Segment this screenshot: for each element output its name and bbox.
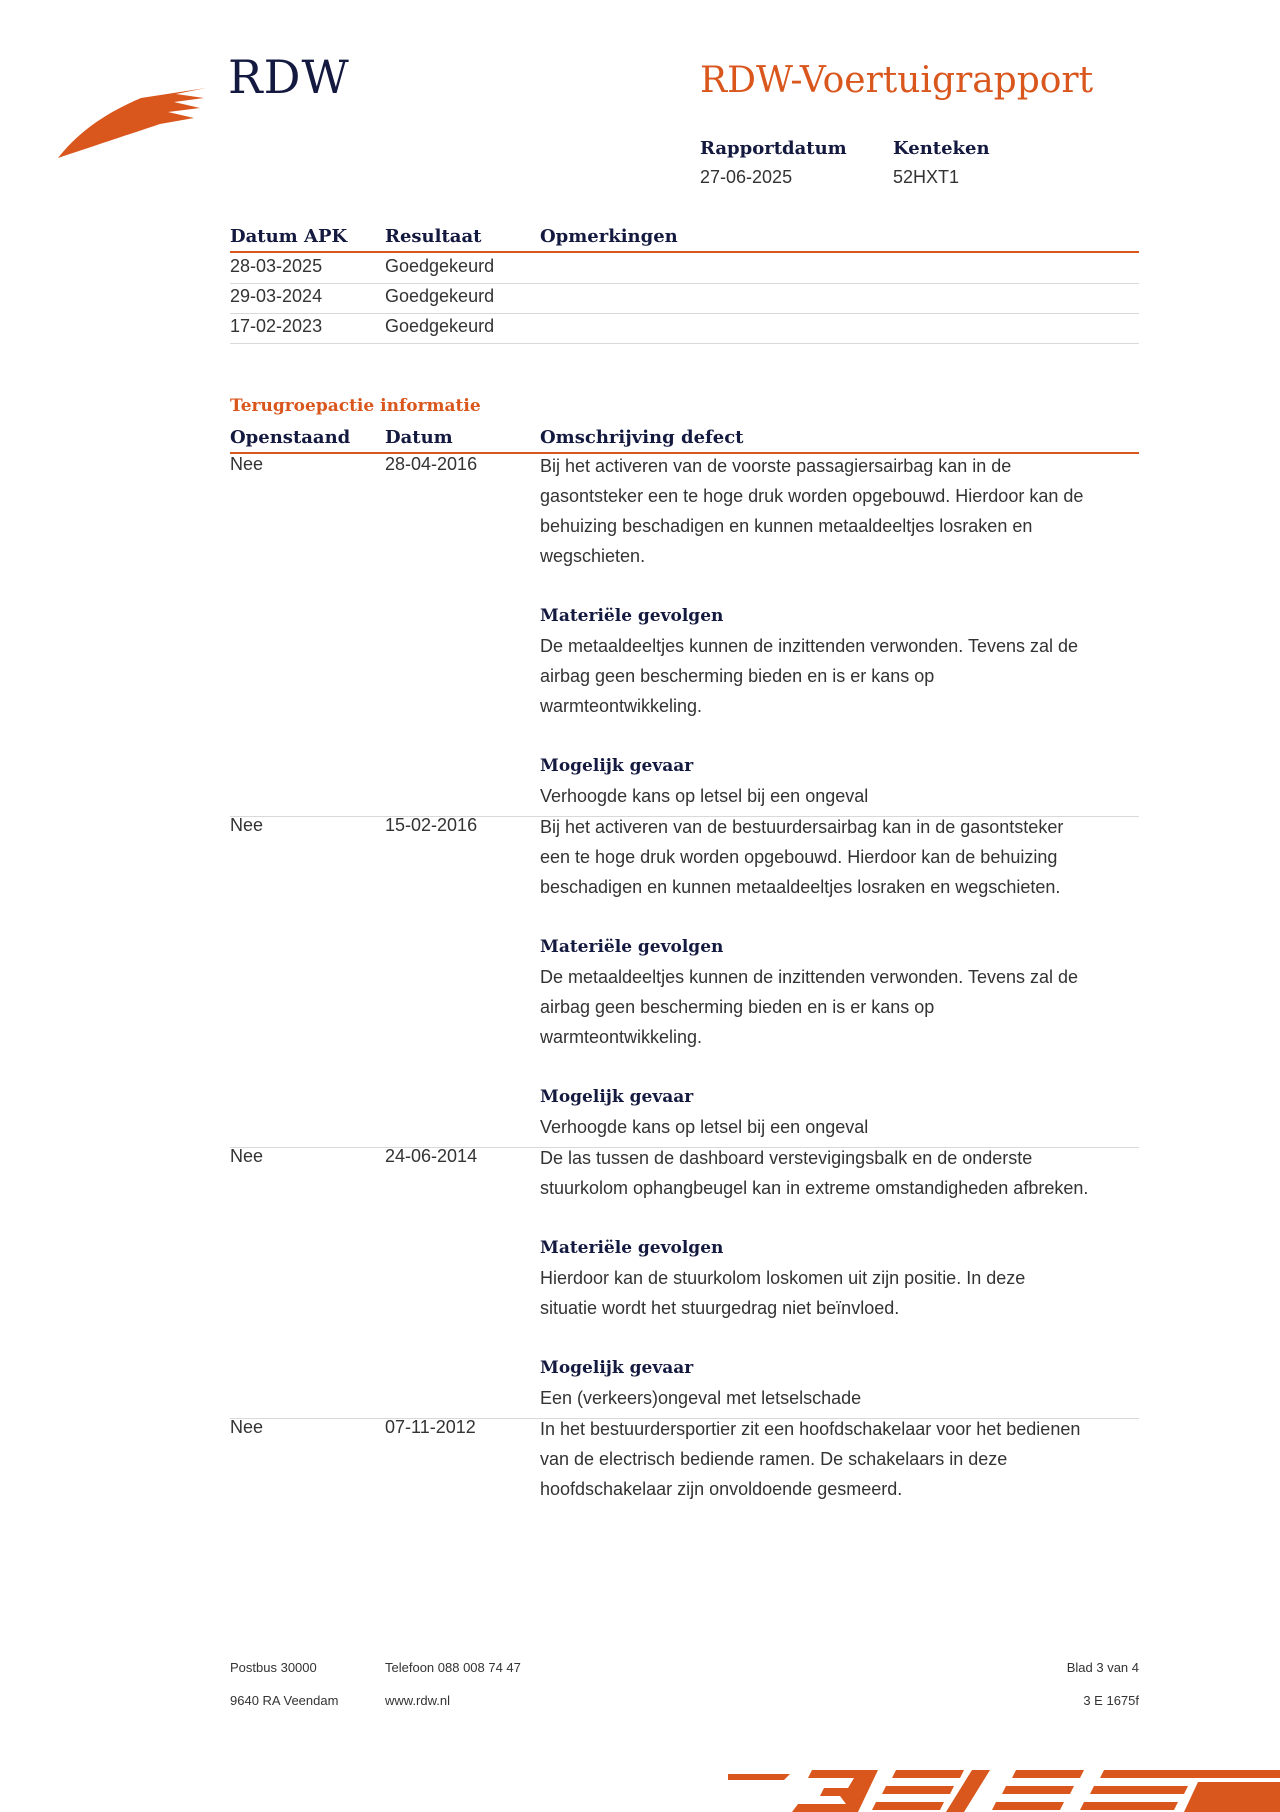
consequence-line: De metaaldeeltjes kunnen de inzittenden verwonden. Tevens zal de bbox=[540, 967, 1079, 987]
recall-date: 28-04-2016 bbox=[385, 454, 478, 474]
apk-row-date: 28-03-2025 bbox=[230, 256, 323, 276]
consequence-line: warmteontwikkeling. bbox=[540, 696, 703, 716]
description-line: beschadigen en kunnen metaaldeeltjes losraken en wegschieten. bbox=[540, 877, 1061, 897]
recall-date: 24-06-2014 bbox=[385, 1146, 478, 1166]
footer-website[interactable]: www.rdw.nl bbox=[385, 1693, 451, 1708]
apk-row-result: Goedgekeurd bbox=[385, 256, 495, 276]
apk-header-remarks: Opmerkingen bbox=[540, 226, 678, 247]
recall-header-open: Openstaand bbox=[230, 427, 351, 448]
consequence-line: airbag geen bescherming bieden en is er kans op bbox=[540, 666, 935, 686]
report-title: RDW-Voertuigrapport bbox=[700, 60, 1094, 101]
recall-section-title: Terugroepactie informatie bbox=[230, 396, 481, 416]
footer-page-number: Blad 3 van 4 bbox=[1066, 1660, 1139, 1675]
consequence-line: De metaaldeeltjes kunnen de inzittenden verwonden. Tevens zal de bbox=[540, 636, 1079, 656]
recall-open-status: Nee bbox=[230, 1146, 264, 1166]
apk-row-result: Goedgekeurd bbox=[385, 316, 495, 336]
danger-text: Een (verkeers)ongeval met letselschade bbox=[540, 1388, 862, 1408]
description-line: Bij het activeren van de voorste passagiersairbag kan in de bbox=[540, 456, 1012, 476]
danger-heading: Mogelijk gevaar bbox=[540, 756, 694, 776]
footer-city: 9640 RA Veendam bbox=[230, 1693, 339, 1708]
recall-open-status: Nee bbox=[230, 815, 264, 835]
recall-open-status: Nee bbox=[230, 1417, 264, 1437]
description-line: In het bestuurdersportier zit een hoofdschakelaar voor het bedienen bbox=[540, 1419, 1081, 1439]
recall-description bbox=[540, 451, 1140, 811]
danger-heading: Mogelijk gevaar bbox=[540, 1358, 694, 1378]
recall-date: 07-11-2012 bbox=[385, 1417, 476, 1437]
danger-text: Verhoogde kans op letsel bij een ongeval bbox=[540, 1117, 869, 1137]
description-line: hoofdschakelaar zijn onvoldoende gesmeerd. bbox=[540, 1479, 903, 1499]
apk-row-divider bbox=[230, 313, 1139, 314]
recall-header-date: Datum bbox=[385, 427, 453, 448]
description-line: een te hoge druk worden opgebouwd. Hierdoor kan de behuizing bbox=[540, 847, 1058, 867]
footer-phone: Telefoon 088 008 74 47 bbox=[385, 1660, 521, 1675]
apk-header-result: Resultaat bbox=[385, 226, 482, 247]
recall-date: 15-02-2016 bbox=[385, 815, 478, 835]
consequence-line: situatie wordt het stuurgedrag niet beïnvloed. bbox=[540, 1298, 900, 1318]
recall-description bbox=[540, 1414, 1140, 1504]
rdw-logo-mark bbox=[56, 80, 206, 160]
footer-postbus: Postbus 30000 bbox=[230, 1660, 317, 1675]
footer-document-code: 3 E 1675f bbox=[1083, 1693, 1139, 1708]
rdw-logo-text: RDW bbox=[228, 50, 350, 104]
description-line: stuurkolom ophangbeugel kan in extreme omstandigheden afbreken. bbox=[540, 1178, 1089, 1198]
recall-header-description: Omschrijving defect bbox=[540, 427, 744, 448]
description-line: van de electrisch bediende ramen. De schakelaars in deze bbox=[540, 1449, 1008, 1469]
footer-brand-graphic bbox=[728, 1762, 1280, 1812]
plate-value: 52HXT1 bbox=[893, 167, 960, 187]
apk-row-date: 17-02-2023 bbox=[230, 316, 323, 336]
consequence-heading: Materiële gevolgen bbox=[540, 606, 724, 626]
apk-row-result: Goedgekeurd bbox=[385, 286, 495, 306]
consequence-line: Hierdoor kan de stuurkolom loskomen uit zijn positie. In deze bbox=[540, 1268, 1026, 1288]
apk-row-date: 29-03-2024 bbox=[230, 286, 323, 306]
recall-description bbox=[540, 1143, 1140, 1413]
apk-header-date: Datum APK bbox=[230, 226, 348, 247]
description-line: gasontsteker een te hoge druk worden opgebouwd. Hierdoor kan de bbox=[540, 486, 1084, 506]
apk-row-divider bbox=[230, 343, 1139, 344]
danger-heading: Mogelijk gevaar bbox=[540, 1087, 694, 1107]
report-date-value: 27-06-2025 bbox=[700, 167, 793, 187]
report-date-label: Rapportdatum bbox=[700, 138, 847, 159]
recall-description bbox=[540, 812, 1140, 1142]
consequence-heading: Materiële gevolgen bbox=[540, 1238, 724, 1258]
consequence-line: airbag geen bescherming bieden en is er kans op bbox=[540, 997, 935, 1017]
description-line: wegschieten. bbox=[540, 546, 646, 566]
description-line: Bij het activeren van de bestuurdersairbag kan in de gasontsteker bbox=[540, 817, 1064, 837]
plate-label: Kenteken bbox=[893, 138, 990, 159]
description-line: behuizing beschadigen en kunnen metaaldeeltjes losraken en bbox=[540, 516, 1033, 536]
description-line: De las tussen de dashboard verstevigingsbalk en de onderste bbox=[540, 1148, 1033, 1168]
recall-open-status: Nee bbox=[230, 454, 264, 474]
consequence-line: warmteontwikkeling. bbox=[540, 1027, 703, 1047]
danger-text: Verhoogde kans op letsel bij een ongeval bbox=[540, 786, 869, 806]
apk-header-rule bbox=[230, 251, 1139, 253]
consequence-heading: Materiële gevolgen bbox=[540, 937, 724, 957]
apk-row-divider bbox=[230, 283, 1139, 284]
